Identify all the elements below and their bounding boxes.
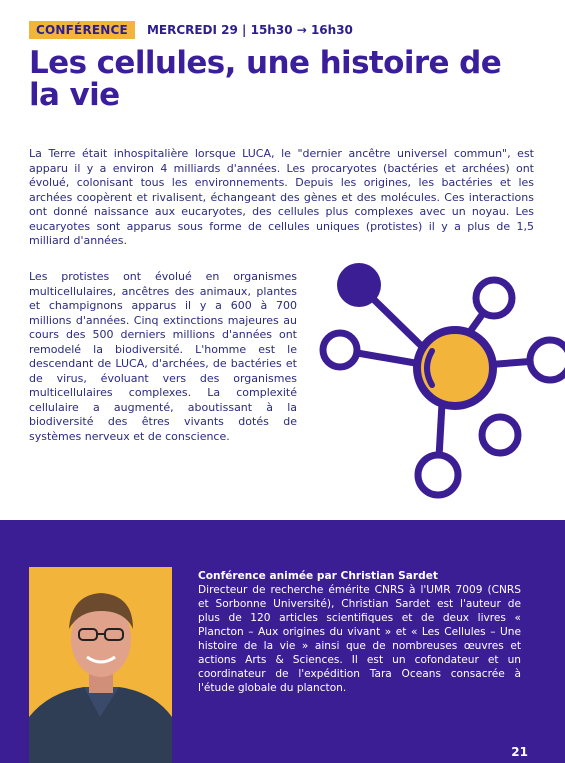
second-paragraph: Les protistes ont évolué en organismes multicellulaires, ancêtres des animaux, plantes et champignons apparus il y a 600 à 700 millions d'années. Cinq extinctions majeures au cours des 500 derniers millions d'années ont remodelé la biodiversité. L'homme est le descendant de LUCA, d'archées, de bactéries et de virus, évoluant vers des organismes multicellulaires complexes. La complexité cellulaire a augmenté, aboutissant à la biodiversité des êtres vivants dotés de systèmes nerveux et de conscience. (29, 270, 297, 443)
event-type-tag: CONFÉRENCE (29, 21, 135, 39)
molecule-node (323, 333, 357, 367)
speaker-section (0, 520, 565, 763)
molecule-node (530, 340, 565, 380)
page-title: Les cellules, une histoire de la vie (29, 45, 502, 113)
speaker-bio (198, 569, 521, 695)
molecule-node (482, 417, 518, 453)
event-header (29, 21, 353, 39)
speaker-heading: Conférence animée par Christian Sardet (198, 570, 438, 582)
intro-paragraph: La Terre était inhospitalière lorsque LUCA, le "dernier ancêtre universel commun", est apparu il y a environ 4 milliards d'années. Les procaryotes (bactéries et archées) ont évolué, colonisant tous les environnements. Depuis les origines, les bactéries et les archées coopèrent et rivalisent, échangeant des gènes et des molécules. Ces interactions ont donné naissance aux eucaryotes, des cellules plus complexes avec un noyau. Les eucaryotes sont apparus sous forme de cellules uniques (protistes) il y a plus de 1,5 milliard d'années. (29, 147, 534, 247)
molecule-illustration (310, 255, 565, 505)
speaker-bio-text: Directeur de recherche émérite CNRS à l'UMR 7009 (CNRS et Sorbonne Université), Christian Sardet est l'auteur de plus de 120 articles scientifiques et de deux livres « Plancton – Aux origines du vivant » et « Les Cellules – Une histoire de la vie » ainsi que de nombreuses œuvres et actions Arts & Sciences. Il est un cofondateur et un coordinateur de l'expédition Tara Oceans consacrée à l'étude globale du plancton. (198, 584, 521, 694)
molecule-node (337, 263, 381, 307)
event-date: MERCREDI 29 | 15h30 → 16h30 (146, 23, 353, 37)
page-number: 21 (511, 745, 528, 759)
molecule-node (476, 280, 512, 316)
speaker-photo (29, 567, 172, 763)
molecule-node (418, 455, 458, 495)
